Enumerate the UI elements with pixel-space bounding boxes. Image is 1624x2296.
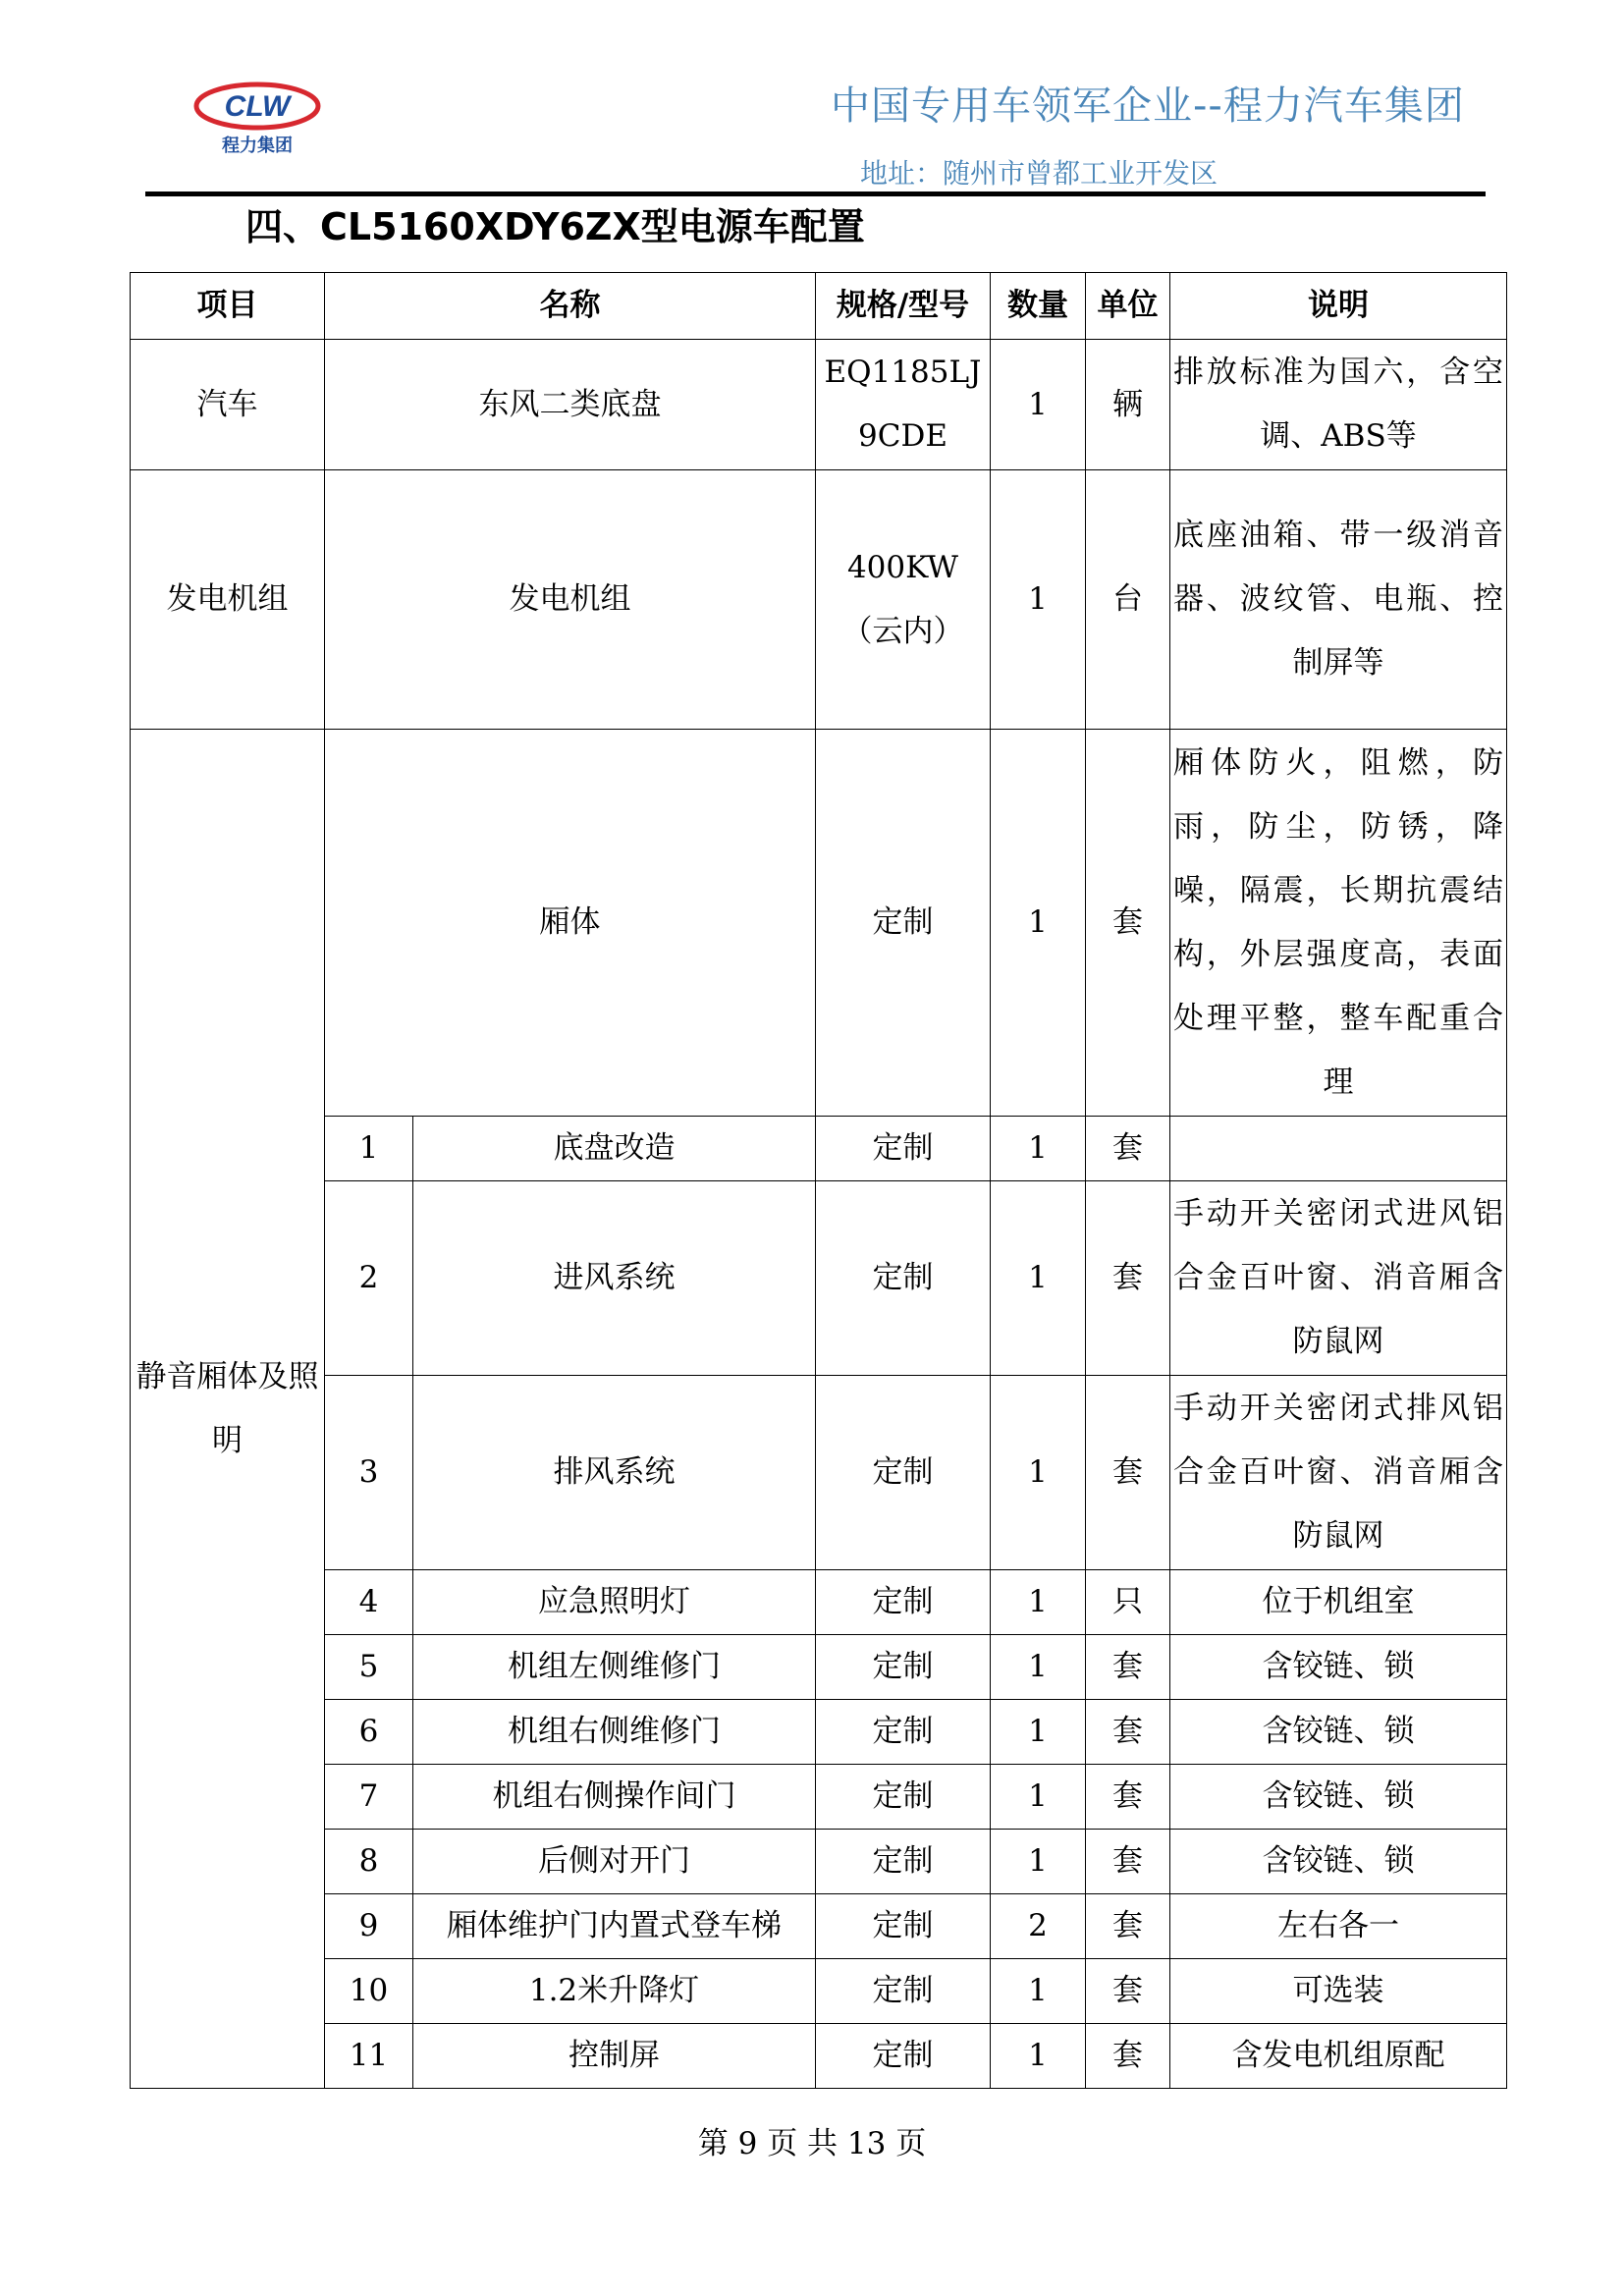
row-qty: 1 — [991, 730, 1086, 1117]
sub-desc: 位于机组室 — [1170, 1570, 1507, 1635]
sub-qty: 1 — [991, 1765, 1086, 1830]
row-desc: 厢体防火，阻燃，防雨，防尘，防锈，降噪，隔震，长期抗震结构，外层强度高，表面处理平整，整车配重合理 — [1170, 730, 1507, 1117]
row-unit: 套 — [1086, 730, 1170, 1117]
sub-desc: 含铰链、锁 — [1170, 1635, 1507, 1700]
row-name: 发电机组 — [325, 470, 816, 730]
section-title: 四、CL5160XDY6ZX型电源车配置 — [245, 205, 865, 248]
sub-qty: 2 — [991, 1894, 1086, 1959]
company-logo — [192, 77, 322, 155]
sub-desc: 可选装 — [1170, 1959, 1507, 2024]
row-qty: 1 — [991, 340, 1086, 470]
sub-qty: 1 — [991, 1830, 1086, 1894]
table-header-row — [131, 273, 1507, 340]
sub-name: 机组右侧维修门 — [413, 1700, 816, 1765]
sub-qty: 1 — [991, 1570, 1086, 1635]
table-row — [131, 1959, 1507, 2024]
sub-unit: 套 — [1086, 1700, 1170, 1765]
row-item: 静音厢体及照明 — [131, 730, 325, 2089]
sub-no: 2 — [325, 1181, 413, 1376]
table-row — [131, 1117, 1507, 1181]
sub-no: 3 — [325, 1376, 413, 1570]
sub-desc: 手动开关密闭式进风铝合金百叶窗、消音厢含防鼠网 — [1170, 1181, 1507, 1376]
sub-unit: 套 — [1086, 2024, 1170, 2089]
sub-unit: 套 — [1086, 1376, 1170, 1570]
sub-spec: 定制 — [816, 1570, 991, 1635]
header-desc: 说明 — [1170, 273, 1507, 340]
sub-no: 4 — [325, 1570, 413, 1635]
sub-no: 8 — [325, 1830, 413, 1894]
logo-subtext: 程力集团 — [222, 136, 293, 155]
table-row — [131, 1765, 1507, 1830]
sub-no: 10 — [325, 1959, 413, 2024]
sub-no: 7 — [325, 1765, 413, 1830]
sub-spec: 定制 — [816, 1635, 991, 1700]
sub-unit: 套 — [1086, 1765, 1170, 1830]
row-qty: 1 — [991, 470, 1086, 730]
sub-qty: 1 — [991, 1117, 1086, 1181]
sub-spec: 定制 — [816, 1830, 991, 1894]
row-spec: 400KW（云内） — [816, 470, 991, 730]
row-desc: 底座油箱、带一级消音器、波纹管、电瓶、控制屏等 — [1170, 470, 1507, 730]
row-spec: 定制 — [816, 730, 991, 1117]
sub-unit: 套 — [1086, 1894, 1170, 1959]
sub-no: 9 — [325, 1894, 413, 1959]
config-table — [130, 272, 1507, 2089]
sub-unit: 套 — [1086, 1635, 1170, 1700]
sub-desc: 含铰链、锁 — [1170, 1765, 1507, 1830]
sub-name: 1.2米升降灯 — [413, 1959, 816, 2024]
sub-qty: 1 — [991, 1376, 1086, 1570]
sub-name: 机组左侧维修门 — [413, 1635, 816, 1700]
sub-spec: 定制 — [816, 1959, 991, 2024]
sub-desc: 含铰链、锁 — [1170, 1700, 1507, 1765]
sub-no: 6 — [325, 1700, 413, 1765]
row-name: 厢体 — [325, 730, 816, 1117]
table-row — [131, 340, 1507, 470]
table-row — [131, 1700, 1507, 1765]
table-row — [131, 730, 1507, 1117]
sub-qty: 1 — [991, 1635, 1086, 1700]
sub-unit: 套 — [1086, 1959, 1170, 2024]
sub-qty: 1 — [991, 1181, 1086, 1376]
sub-name: 后侧对开门 — [413, 1830, 816, 1894]
sub-spec: 定制 — [816, 2024, 991, 2089]
sub-qty: 1 — [991, 1959, 1086, 2024]
sub-desc — [1170, 1117, 1507, 1181]
sub-unit: 只 — [1086, 1570, 1170, 1635]
header-name: 名称 — [325, 273, 816, 340]
sub-qty: 1 — [991, 1700, 1086, 1765]
company-slogan: 中国专用车领军企业--程力汽车集团 — [831, 83, 1465, 129]
row-desc: 排放标准为国六，含空调、ABS等 — [1170, 340, 1507, 470]
sub-spec: 定制 — [816, 1376, 991, 1570]
sub-no: 11 — [325, 2024, 413, 2089]
sub-no: 5 — [325, 1635, 413, 1700]
table-row — [131, 1376, 1507, 1570]
header-spec: 规格/型号 — [816, 273, 991, 340]
sub-name: 进风系统 — [413, 1181, 816, 1376]
sub-unit: 套 — [1086, 1830, 1170, 1894]
row-spec: EQ1185LJ9CDE — [816, 340, 991, 470]
sub-spec: 定制 — [816, 1181, 991, 1376]
sub-spec: 定制 — [816, 1700, 991, 1765]
table-row — [131, 1635, 1507, 1700]
header-item: 项目 — [131, 273, 325, 340]
row-unit: 台 — [1086, 470, 1170, 730]
header-unit: 单位 — [1086, 273, 1170, 340]
table-row — [131, 1181, 1507, 1376]
sub-name: 机组右侧操作间门 — [413, 1765, 816, 1830]
table-row — [131, 470, 1507, 730]
sub-spec: 定制 — [816, 1117, 991, 1181]
logo-text: CLW — [224, 90, 291, 123]
page-footer: 第 9 页 共 13 页 — [697, 2126, 927, 2161]
sub-unit: 套 — [1086, 1181, 1170, 1376]
sub-name: 控制屏 — [413, 2024, 816, 2089]
row-item: 发电机组 — [131, 470, 325, 730]
sub-unit: 套 — [1086, 1117, 1170, 1181]
sub-name: 底盘改造 — [413, 1117, 816, 1181]
header-qty: 数量 — [991, 273, 1086, 340]
sub-spec: 定制 — [816, 1765, 991, 1830]
row-item: 汽车 — [131, 340, 325, 470]
table-row — [131, 1570, 1507, 1635]
sub-spec: 定制 — [816, 1894, 991, 1959]
table-row — [131, 1830, 1507, 1894]
company-address: 地址：随州市曾都工业开发区 — [860, 157, 1218, 190]
sub-desc: 手动开关密闭式排风铝合金百叶窗、消音厢含防鼠网 — [1170, 1376, 1507, 1570]
row-name: 东风二类底盘 — [325, 340, 816, 470]
sub-qty: 1 — [991, 2024, 1086, 2089]
sub-name: 厢体维护门内置式登车梯 — [413, 1894, 816, 1959]
sub-name: 排风系统 — [413, 1376, 816, 1570]
row-unit: 辆 — [1086, 340, 1170, 470]
sub-desc: 含铰链、锁 — [1170, 1830, 1507, 1894]
sub-desc: 左右各一 — [1170, 1894, 1507, 1959]
sub-no: 1 — [325, 1117, 413, 1181]
table-row — [131, 1894, 1507, 1959]
sub-name: 应急照明灯 — [413, 1570, 816, 1635]
table-row — [131, 2024, 1507, 2089]
sub-desc: 含发电机组原配 — [1170, 2024, 1507, 2089]
